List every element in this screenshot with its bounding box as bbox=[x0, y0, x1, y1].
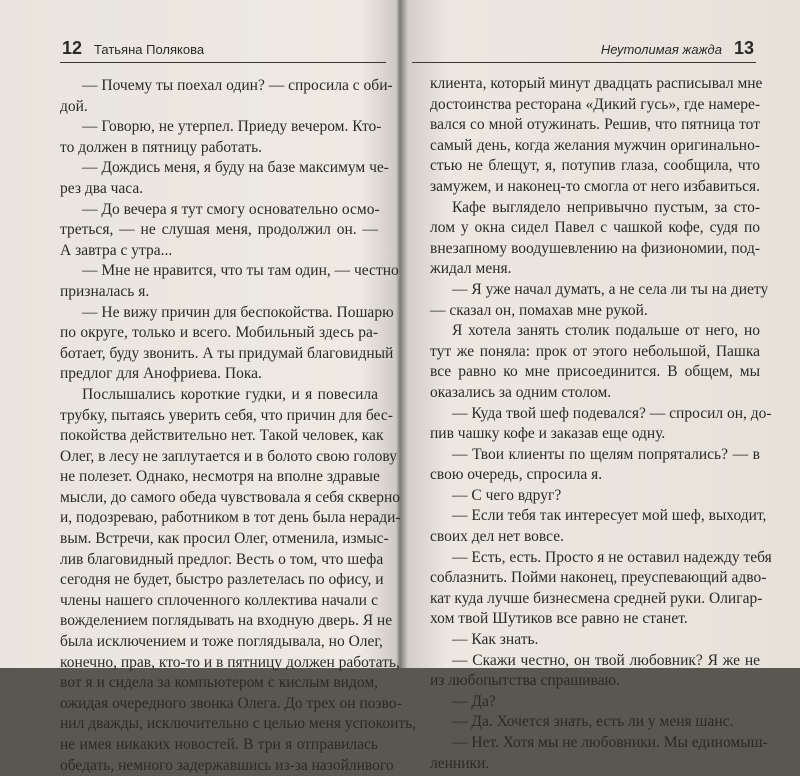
text-line: дой. bbox=[60, 97, 88, 115]
left-page-body bbox=[60, 76, 417, 776]
text-line: не имея никаких новостей. В три я отправилась bbox=[60, 736, 378, 753]
text-line: все равно ко мне присоединится. В общем, мы bbox=[430, 363, 760, 381]
left-header-rule bbox=[60, 62, 386, 63]
text-line: из любопытства спрашиваю. bbox=[430, 672, 620, 690]
text-line: то должен в пятницу работать. bbox=[60, 138, 263, 156]
text-line: рез два часа. bbox=[60, 179, 144, 197]
text-line: клиента, который минут двадцать расписывал мне bbox=[430, 75, 763, 92]
text-line: оказались за одним столом. bbox=[430, 383, 612, 401]
text-line: соблазнить. Пойми наконец, преуспевающий адво- bbox=[430, 569, 767, 587]
text-line: — Почему ты поехал один? — спросила с оби- bbox=[82, 77, 393, 94]
right-page-header bbox=[601, 38, 754, 59]
text-line: вым. Встречи, как просил Олег, отменила, измыс- bbox=[60, 530, 389, 548]
text-line: трубку, пытаясь уверить себя, что причин для бес- bbox=[60, 406, 393, 424]
text-line: — Куда твой шеф подевался? — спросил он, до- bbox=[452, 404, 772, 422]
text-line: конечно, прав, кто-то и в пятницу должен работать, bbox=[60, 653, 400, 671]
text-line: самый день, когда желания мужчин оригинально- bbox=[430, 136, 760, 154]
text-line: хом твой Шутиков все равно не станет. bbox=[430, 610, 688, 628]
text-line: — Как знать. bbox=[452, 631, 539, 649]
text-line: треться, — не слушая меня, продолжил он. — bbox=[60, 221, 378, 239]
text-line: — С чего вдруг? bbox=[452, 486, 562, 504]
text-line: Я хотела занять столик подальше от него, но bbox=[452, 322, 760, 340]
text-line: предлог для Анофриева. Пока. bbox=[60, 365, 262, 383]
left-page-number: 12 bbox=[62, 38, 83, 58]
text-line: жидал меня. bbox=[430, 260, 512, 278]
text-line: А завтра с утра... bbox=[60, 241, 173, 259]
text-line: — Твои клиенты по щелям попрятались? — в bbox=[452, 445, 760, 463]
text-line: тут же поняла: прок от этого небольшой, Пашка bbox=[430, 342, 760, 360]
text-line: ленники. bbox=[430, 754, 490, 772]
text-line: и, подозреваю, работником в тот день была неради- bbox=[60, 509, 401, 527]
text-line: кат куда лучше бизнесмена средней руки. Олигар- bbox=[430, 589, 763, 607]
right-header-rule bbox=[412, 62, 756, 63]
text-line: лив благовидный предлог. Весть о том, что шефа bbox=[60, 550, 384, 568]
right-page-body bbox=[430, 74, 772, 774]
text-line: обедать, немного задержавшись из-за назойливого bbox=[60, 756, 394, 774]
text-line: по округе, только и всего. Мобильный здесь ра- bbox=[60, 324, 378, 342]
text-line: — Дождись меня, я буду на базе максимум че- bbox=[82, 159, 389, 177]
text-line: достоинства ресторана «Дикий гусь», где намере- bbox=[430, 95, 760, 113]
text-line: была исключением и тоже поглядывала, но Олег, bbox=[60, 633, 383, 651]
right-page-number: 13 bbox=[733, 38, 754, 58]
text-line: вот я и сидела за компьютером с кислым видом, bbox=[60, 674, 378, 692]
text-line: Кафе выглядело непривычно пустым, за сто- bbox=[452, 198, 760, 216]
text-line: мысли, до самого обеда чувствовала я себя скверно bbox=[60, 488, 401, 506]
text-line: — Нет. Хотя мы не любовники. Мы единомыш- bbox=[452, 734, 768, 751]
text-line: — Я уже начал думать, а не села ли ты на диету bbox=[452, 280, 769, 298]
text-line: внезапному воодушевлению на физиономии, под- bbox=[430, 239, 760, 257]
text-line: призналась я. bbox=[60, 282, 150, 300]
text-line: — Не вижу причин для беспокойства. Пошарю bbox=[82, 303, 394, 321]
right-running-title: Неутолимая жажда bbox=[600, 42, 722, 57]
text-line: Олег, в лесу не заплутается и в болото свою голову bbox=[60, 447, 397, 465]
text-line: свою очередь, спросила я. bbox=[430, 466, 603, 484]
text-line: нил дважды, исключительно с целью меня успокоить, bbox=[60, 715, 417, 733]
left-running-title: Татьяна Полякова bbox=[94, 42, 205, 57]
text-line: Послышались короткие гудки, и я повесила bbox=[82, 385, 378, 403]
text-line: стью не блещут, я, потупив глаза, сообщила, что bbox=[430, 157, 760, 175]
text-line: ожидая очередного звонка Олега. До трех он позво- bbox=[60, 694, 402, 712]
text-line: лом у окна сидел Павел с чашкой кофе, судя по bbox=[430, 219, 760, 237]
left-page-header bbox=[62, 38, 204, 59]
text-line: — Говорю, не утерпел. Приеду вечером. Кто- bbox=[82, 118, 382, 136]
text-line: своих дел нет вовсе. bbox=[430, 528, 564, 546]
right-page bbox=[400, 0, 800, 772]
text-line: — Да. Хочется знать, есть ли у меня шанс. bbox=[452, 713, 734, 731]
text-line: сегодня не будет, быстро разлетелась по офису, и bbox=[60, 571, 384, 589]
text-line: ботает, буду звонить. А ты придумай благовидный bbox=[60, 344, 394, 362]
text-line: — Да? bbox=[452, 692, 496, 710]
text-line: вался со мной отужинать. Решив, что пятница тот bbox=[430, 116, 760, 134]
text-line: — сказал он, помахав мне рукой. bbox=[430, 301, 648, 319]
text-line: — Скажи честно, он твой любовник? Я же не bbox=[452, 651, 760, 669]
text-line: — Мне не нравится, что ты там один, — честно bbox=[82, 262, 399, 280]
text-line: не полезет. Однако, несмотря на вполне здравые bbox=[60, 468, 380, 486]
text-line: пив чашку кофе и заказав еще одну. bbox=[430, 425, 666, 443]
text-line: вожделением поглядывать на входную дверь. Я не bbox=[60, 612, 393, 630]
text-line: покойства действительно нет. Такой человек, как bbox=[60, 427, 384, 445]
text-line: замужем, и наконец-то смогла от него избавиться. bbox=[430, 177, 760, 195]
text-line: члены нашего сплоченного коллектива начали с bbox=[60, 591, 378, 609]
text-line: — До вечера я тут смогу основательно осмо- bbox=[82, 200, 380, 218]
text-line: — Если тебя так интересует мой шеф, выходит, bbox=[452, 507, 767, 525]
text-line: — Есть, есть. Просто я не оставил надежду тебя bbox=[452, 548, 772, 566]
